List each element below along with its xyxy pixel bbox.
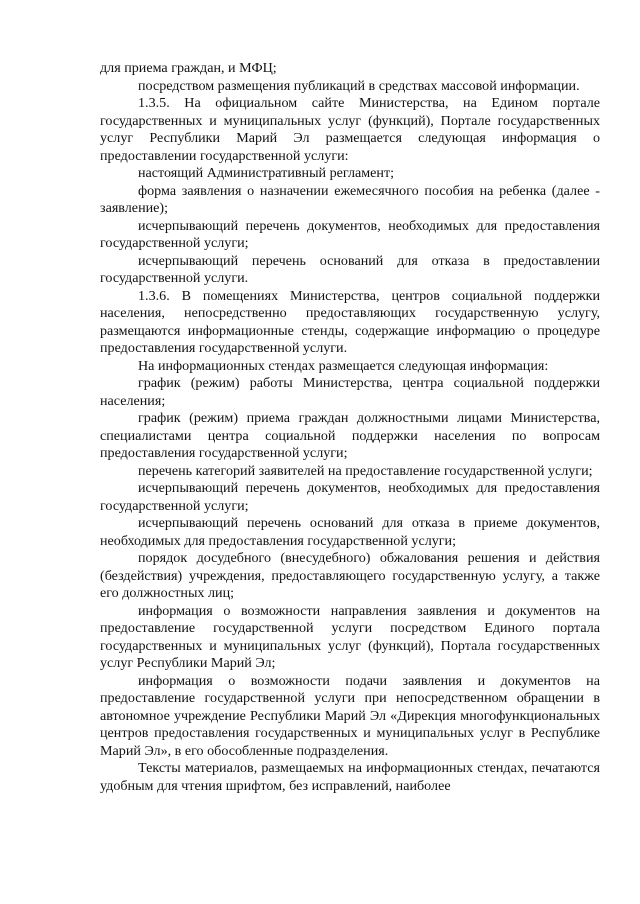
paragraph-stands-info: На информационных стендах размещается следующая информация:	[138, 357, 549, 374]
paragraph-documents-list-2: исчерпывающий перечень документов, необходимых для предоставления государственной услуги;	[100, 480, 600, 514]
paragraph-regulation: настоящий Административный регламент;	[138, 165, 395, 181]
paragraph-documents-list: исчерпывающий перечень документов, необходимых для предоставления государственной услуги;	[100, 217, 600, 251]
paragraph-refusal-grounds: исчерпывающий перечень оснований для отказа в предоставлении государственной услуги.	[100, 252, 600, 286]
paragraph-work-schedule: график (режим) работы Министерства, центра социальной поддержки населения;	[100, 375, 600, 409]
paragraph-1-3-5: 1.3.5. На официальном сайте Министерства, на Едином портале государственных и муниципальных услуг (функций), Портале государственных услуг Республики Марий Эл размещается следующая информация о предоставлении государственной услуги:	[100, 95, 600, 164]
paragraph-applicant-categories: перечень категорий заявителей на предоставление государственной услуги;	[138, 462, 593, 479]
paragraph-appeal-procedure: порядок досудебного (внесудебного) обжалования решения и действия (бездействия) учреждения, предоставляющего государственную услугу, а также его должностных лиц;	[100, 550, 600, 601]
paragraph-mfc-submission: информация о возможности подачи заявления и документов на предоставление государственной услуги при непосредственном обращении в автономное учреждение Республики Марий Эл «Дирекция многофункциональных центров предоставления государственных и муниципальных услуг в Республике Марий Эл», в его обособленные подразделения.	[100, 672, 600, 759]
paragraph-mass-media: посредством размещения публикаций в средствах массовой информации.	[138, 77, 580, 94]
document-page	[100, 60, 600, 795]
paragraph-portal-submission: информация о возможности направления заявления и документов на предоставление государственной услуги посредством Единого портала государственных и муниципальных услуг (функций), Портала государственных услуг Республики Марий Эл;	[100, 602, 600, 671]
paragraph-reception-schedule: график (режим) приема граждан должностными лицами Министерства, специалистами центра социальной поддержки населения по вопросам предоставления государственной услуги;	[100, 410, 600, 461]
paragraph-reception-refusal: исчерпывающий перечень оснований для отказа в приеме документов, необходимых для предоставления государственной услуги;	[100, 515, 600, 549]
paragraph-1-3-6: 1.3.6. В помещениях Министерства, центров социальной поддержки населения, непосредственно предоставляющих государственную услугу, размещаются информационные стенды, содержащие информацию о процедуре предоставления государственной услуги.	[100, 287, 600, 356]
paragraph-application-form: форма заявления о назначении ежемесячного пособия на ребенка (далее - заявление);	[100, 182, 600, 216]
paragraph-mfc: для приема граждан, и МФЦ;	[100, 60, 277, 76]
paragraph-texts-printed: Тексты материалов, размещаемых на информационных стендах, печатаются удобным для чтения шрифтом, без исправлений, наиболее	[100, 760, 600, 794]
